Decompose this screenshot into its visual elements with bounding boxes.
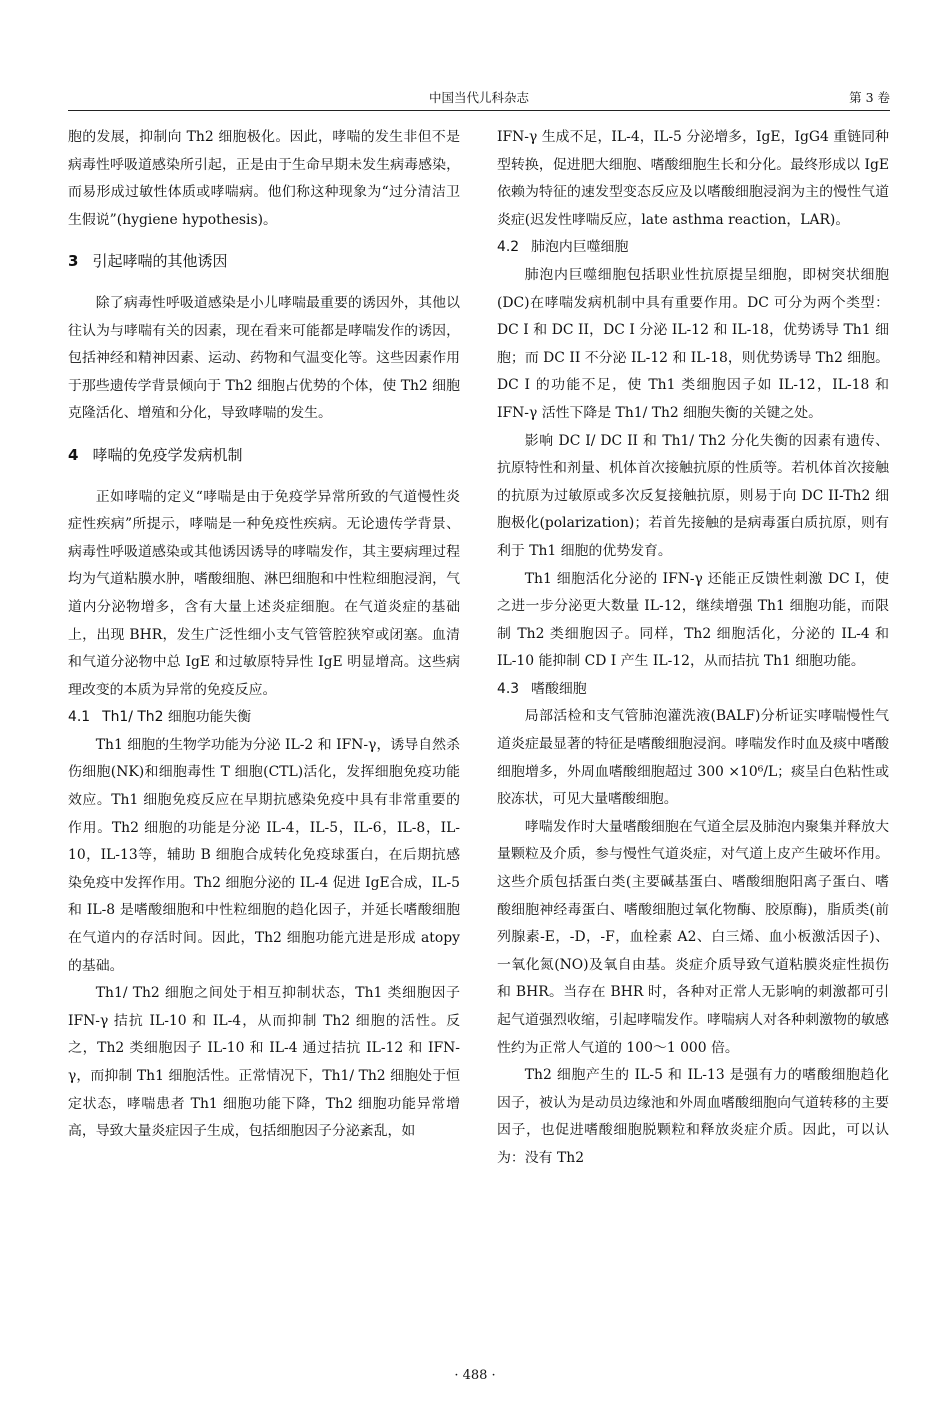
paragraph: 除了病毒性呼吸道感染是小儿哮喘最重要的诱因外，其他以往认为与哮喘有关的因素，现在看来可能都是哮喘发作的诱因，包括神经和精神因素、运动、药物和气温变化等。这些因素作用于那些遗传学背景倾向于 Th2 细胞占优势的个体，使 Th2 细胞克隆活化、增殖和分化，导致哮喘的发生。 bbox=[68, 294, 460, 422]
paragraph: 肺泡内巨噬细胞包括职业性抗原提呈细胞，即树突状细胞(DC)在哮喘发病机制中具有重要作用。DC 可分为两个类型：DC I 和 DC II，DC I 分泌 IL-12 和 IL-18，优势诱导 Th1 细胞；而 DC II 不分泌 IL-12 和 IL-18，则优势诱导 Th2 细胞。DC I 的功能不足，使 Th1 类细胞因子如 IL-12，IL-18 和 IFN-γ 活性下降是 Th1/ Th2 细胞失衡的关键之处。 bbox=[497, 266, 889, 421]
paragraph: Th2 细胞产生的 IL-5 和 IL-13 是强有力的嗜酸细胞趋化因子，被认为是动员边缘池和外周血嗜酸细胞向气道转移的主要因子，也促进嗜酸细胞脱颗粒和释放炎症介质。因此，可以认为：没有 Th2 bbox=[497, 1067, 889, 1166]
section-heading-3 bbox=[68, 248, 460, 276]
subsection-number: 4.2 bbox=[497, 239, 520, 256]
paragraph: Th1 细胞活化分泌的 IFN-γ 还能正反馈性刺激 DC I，使之进一步分泌更大数量 IL-12，继续增强 Th1 细胞功能，而限制 Th2 类细胞因子。同样，Th2 细胞活化，分泌的 IL-4 和 IL-10 能抑制 CD I 产生 IL-12，从而拮抗 Th1 细胞功能。 bbox=[497, 570, 889, 670]
paragraph: Th1/ Th2 细胞之间处于相互抑制状态，Th1 类细胞因子 IFN-γ 拮抗 IL-10 和 IL-4，从而抑制 Th2 细胞的活性。反之，Th2 类细胞因子 IL-10 和 IL-4 通过拮抗 IL-12 和 IFN-γ，而抑制 Th1 细胞活性。正常情况下，Th1/ Th2 细胞处于恒定状态，哮喘患者 Th1 细胞功能下降，Th2 细胞功能异常增高，导致大量炎症因子生成，包括细胞因子分泌紊乱，如 bbox=[68, 985, 460, 1140]
paragraph: Th1 细胞的生物学功能为分泌 IL-2 和 IFN-γ，诱导自然杀伤细胞(NK)和细胞毒性 T 细胞(CTL)活化，发挥细胞免疫功能效应。Th1 细胞免疫反应在早期抗感染免疫中具有非常重要的作用。Th2 细胞的功能是分泌 IL-4，IL-5，IL-6，IL-8，IL-10，IL-13等，辅助 B 细胞合成转化免疫球蛋白，在后期抗感染免疫中发挥作用。Th2 细胞分泌的 IL-4 促进 IgE合成，IL-5 和 IL-8 是嗜酸细胞和中性粒细胞的趋化因子，并延长嗜酸细胞在气道内的存活时间。因此，Th2 细胞功能亢进是形成 atopy 的基础。 bbox=[68, 736, 460, 974]
subsection-heading-4-2 bbox=[497, 234, 889, 262]
subsection-number: 4.3 bbox=[497, 680, 520, 697]
right-column bbox=[497, 124, 889, 1173]
subsection-number: 4.1 bbox=[68, 709, 91, 726]
paragraph: 哮喘发作时大量嗜酸细胞在气道全层及肺泡内聚集并释放大量颗粒及介质，参与慢性气道炎症，对气道上皮产生破坏作用。这些介质包括蛋白类(主要碱基蛋白、嗜酸细胞阳离子蛋白、嗜酸细胞神经毒蛋白、嗜酸细胞过氧化物酶、胶原酶)，脂质类(前列腺素-E，-D，-F，血栓素 A2、白三烯、血小板激活因子)、一氧化氮(NO)及氧自由基。炎症介质导致气道粘膜炎症性损伤和 BHR。当存在 BHR 时，各种对正常人无影响的刺激都可引起气道强烈收缩，引起哮喘发作。哮喘病人对各种刺激物的敏感性约为正常人气道的 100～1 000 倍。 bbox=[497, 818, 889, 1056]
journal-title: 中国当代儿科杂志 bbox=[428, 90, 529, 105]
running-header bbox=[68, 88, 890, 110]
header-rule bbox=[68, 110, 890, 111]
section-title: 哮喘的免疫学发病机制 bbox=[92, 445, 243, 464]
subsection-title: Th1/ Th2 细胞功能失衡 bbox=[102, 709, 252, 726]
page-number: · 488 · bbox=[454, 1368, 496, 1383]
subsection-title: 嗜酸细胞 bbox=[531, 680, 587, 697]
paragraph: 局部活检和支气管肺泡灌洗液(BALF)分析证实哮喘慢性气道炎症最显著的特征是嗜酸细胞浸润。哮喘发作时血及痰中嗜酸细胞增多，外周血嗜酸细胞超过 300 ×10⁶/L；痰呈白色粘性或胶冻状，可见大量嗜酸细胞。 bbox=[497, 708, 889, 808]
subsection-heading-4-3 bbox=[497, 676, 889, 704]
subsection-heading-4-1 bbox=[68, 704, 460, 732]
paragraph: 影响 DC I/ DC II 和 Th1/ Th2 分化失衡的因素有遗传、抗原特性和剂量、机体首次接触抗原的性质等。若机体首次接触的抗原为过敏原或多次反复接触抗原，则易于向 DC II-Th2 细胞极化(polarization)；若首先接触的是病毒蛋白质抗原，则有利于 Th1 细胞的优势发育。 bbox=[497, 432, 889, 559]
paragraph: 正如哮喘的定义“哮喘是由于免疫学异常所致的气道慢性炎症性疾病”所提示，哮喘是一种免疫性疾病。无论遗传学背景、病毒性呼吸道感染或其他诱因诱导的哮喘发作，其主要病理过程均为气道粘膜水肿，嗜酸细胞、淋巴细胞和中性粒细胞浸润，气道内分泌物增多，含有大量上述炎症细胞。在气道炎症的基础上，出现 BHR，发生广泛性细小支气管管腔狭窄或闭塞。血清和气道分泌物中总 IgE 和过敏原特异性 IgE 明显增高。这些病理改变的本质为异常的免疫反应。 bbox=[68, 488, 460, 698]
left-column bbox=[68, 124, 460, 1146]
section-number: 3 bbox=[68, 252, 79, 271]
volume-label: 第 3 卷 bbox=[849, 90, 890, 105]
section-title: 引起哮喘的其他诱因 bbox=[92, 252, 228, 271]
section-heading-4 bbox=[68, 442, 460, 470]
section-number: 4 bbox=[68, 445, 79, 464]
subsection-title: 肺泡内巨噬细胞 bbox=[531, 239, 629, 256]
paragraph: 胞的发展，抑制向 Th2 细胞极化。因此，哮喘的发生非但不是病毒性呼吸道感染所引起，正是由于生命早期未发生病毒感染，而易形成过敏性体质或哮喘病。他们称这种现象为“过分清洁卫生假说”(hygiene hypothesis)。 bbox=[68, 129, 460, 228]
paragraph: IFN-γ 生成不足，IL-4，IL-5 分泌增多，IgE，IgG4 重链同种型转换，促进肥大细胞、嗜酸细胞生长和分化。最终形成以 IgE 依赖为特征的速发型变态反应及以嗜酸细胞浸润为主的慢性气道炎症(迟发性哮喘反应，late asthma reaction，LAR)。 bbox=[497, 129, 889, 228]
